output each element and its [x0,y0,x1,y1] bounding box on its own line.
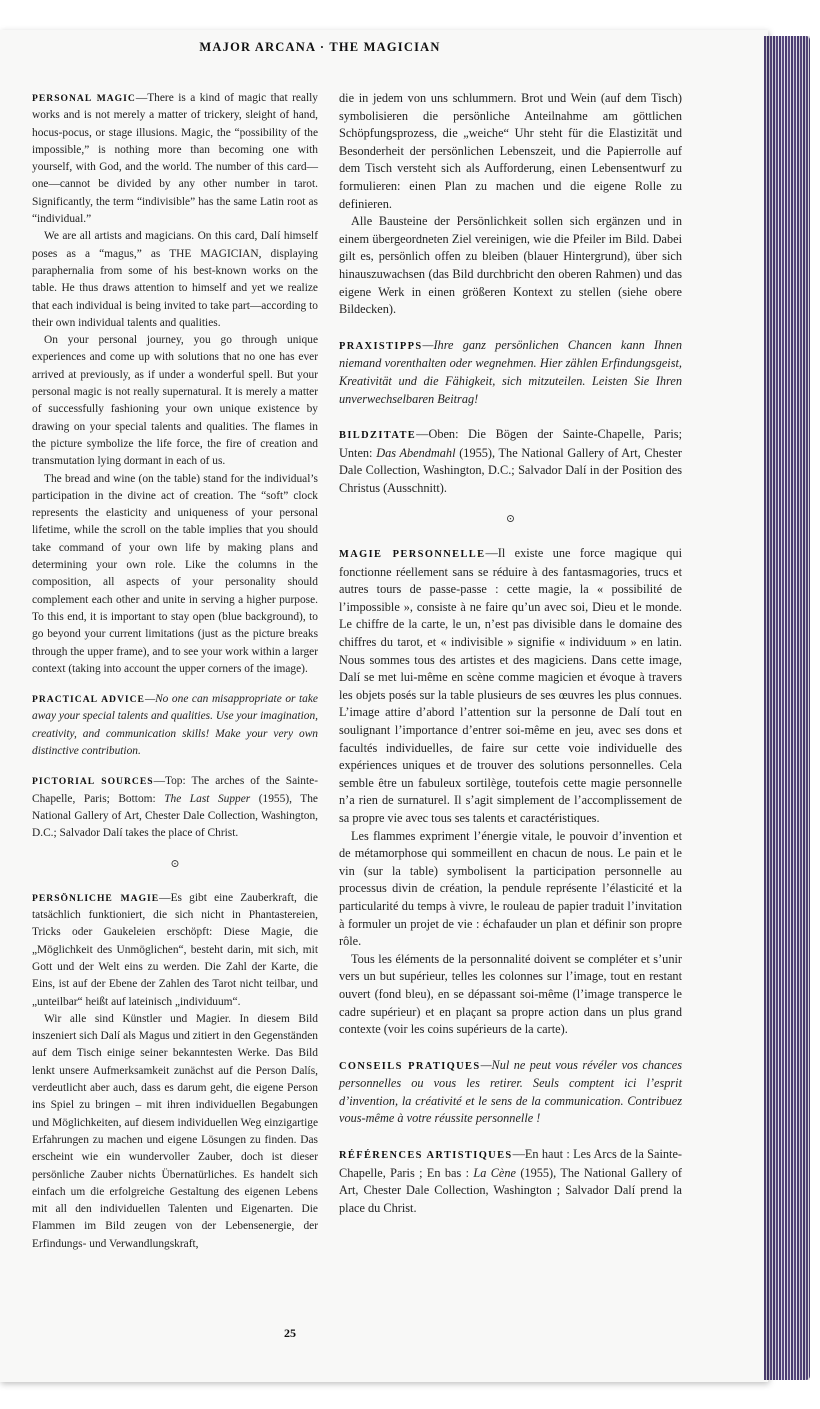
persoenliche-magie-p1 [32,890,318,1011]
paragraph-text: (1955), The National Gallery of Art, Chester Dale Collection, Washington, D.C.; Salvador Dalí takes the place of Christ. [32,792,318,840]
magie-personnelle-p1 [339,545,682,828]
paragraph-text: —There is a kind of magic that really works and is not merely a matter of trickery, sleight of hand, hocus-pocus, or stage illusions. Magic, the “possibility of the impossible,” is nothing more than becoming one with yourself, with God, and the world. The number of this card—one—cannot be divided by any other number in tarot. Significantly, the term “indivisible” has the same Latin root as “individual.” [32,92,319,226]
paragraph-text: —Oben: Die Bögen der Sainte-Chapelle, Paris; Unten: [339,427,682,460]
paragraph-text: —No one can misappropriate or take away your special talents and qualities. Use your imagination, creativity, and communication skills! Make your very own distinctive contribution. [32,693,319,757]
personal-magic-p4: The bread and wine (on the table) stand for the individual’s participation in the divine act of creation. The “soft” clock represents the elasticity and uniqueness of your personal lifetime, while the scroll on the table implies that you should take command of your own life by making plans and determining your own role. Like the columns in the composition, all aspects of your personality should complement each other and unite in serving a higher purpose. To this end, it is important to stay open (blue background), to go beyond your current limitations (just as the picture breaks through the upper frame), and to see your work within a larger context (taking into account the upper corners of the image). [32,472,318,675]
paragraph-text: —Top: The arches of the Sainte-Chapelle, Paris; Bottom: [32,775,319,805]
practical-advice [32,691,318,760]
practical-advice-section [32,691,318,760]
persoenliche-magie-p2: Wir alle sind Künstler und Magier. In diesem Bild inszeniert sich Dalí als Magus und zitiert in den Gegenständen auf dem Tisch einige seiner bekanntesten Werke. Das Bild lenkt unsere Aufmerksamkeit zunächst auf die Person Dalís, verdeutlicht aber auch, dass es darum geht, die eigene Person ins Spiel zu bringen – mit ihren individuellen Begabungen und Möglichkeiten, auf diesem individuellen Weg einzigartige Erfahrungen zu machen und eigene Lösungen zu finden. Das erscheint wie ein wundervoller Zauber, doch ist dieser persönliche Zauber nichts Übernatürliches. Es handelt sich einfach um die erfolgreiche Gestaltung des eigenen Lebens mit all den individuellen Talenten und Eigenarten. Die Flammen im Bild zeugen von der Lebensenergie, der Erfindungs- und Verwandlungskraft, [32,1012,318,1250]
section-lead: PRACTICAL ADVICE [32,694,145,706]
personal-magic-section [32,90,318,678]
pictorial-sources [32,773,318,842]
section-separator: ⊙ [505,513,516,526]
paragraph-text: (1955), The National Gallery of Art, Chester Dale Collection, Washington ; Salvador Dalí prend la place du Christ. [339,1165,682,1215]
magie-personnelle-p2: Les flammes expriment l’énergie vitale, le pouvoir d’invention et de métamorphose qui sommeillent en chacun de nous. Le pain et le vin (sur la table) symbolisent la participation personnelle au processus divin de création, la pendule représente l’élasticité et la particularité du temps à vivre, le rouleau de papier traduit l’invitation à formuler un projet de vie : échafauder un plan et définir son propre rôle. [339,828,682,949]
personal-magic-p3: On your personal journey, you go through unique experiences and come up with solutions that no one has ever arrived at previously, as if under a wonderful spell. But your personal magic is not really supernatural. It is merely a matter of successfully fashioning your own unique existence by drawing on your special talents and qualities. The flames in the picture symbolize the life force, the fire of creation and transmutation lying dormant in each of us. [32,334,318,468]
page-number: 25 [284,1326,296,1340]
paragraph-text: (1955), The National Gallery of Art, Chester Dale Collection, Washington, D.C.; Salvador Dalí in der Position des Christus (Ausschnitt). [339,445,682,495]
section-lead: PERSONAL MAGIC [32,93,136,104]
magie-personnelle-p3: Tous les éléments de la personnalité doivent se compléter et s’unir vers un but supérieur, telles les colonnes sur l’image, tout en restant ouvert (fond bleu), en se dépassant soi-même (l’image transperce le cadre supérieur) et en plaçant sa propre action dans un plus grand contexte (voir les coins supérieurs de la carte). [339,951,682,1037]
praxistipps-section [339,337,682,408]
references-artistiques-section [339,1146,682,1217]
personal-magic-p1 [32,90,318,228]
persoenliche-magie-section [32,890,318,1253]
artwork-title: Das Abendmahl [376,445,456,460]
section-lead: RÉFÉRENCES ARTISTIQUES [339,1150,513,1162]
praxistipps [339,337,682,408]
german-continuation [339,90,682,319]
magie-personnelle-section [339,545,682,1039]
section-lead: MAGIE PERSONNELLE [339,549,486,561]
artwork-title: La Cène [473,1165,516,1180]
references-artistiques [339,1146,682,1217]
paragraph-text: —Nul ne peut vous révéler vos chances personnelles ou vous les retirer. Seuls comptent ici l’esprit d’invention, la créativité et le sens de la communication. Contribuez vous-même à votre réussite personnelle ! [339,1057,682,1126]
page-edges [764,36,810,1380]
paragraph-text: —Es gibt eine Zauberkraft, die tatsächlich funktioniert, die sich nicht in Phantastereien, Tricks oder Gaukeleien erschöpft: Diese Magie, die „Möglichkeit des Unmöglichen“, besteht darin, mit sich, mit Gott und der Welt eins zu werden. Die Zahl der Karte, die Eins, ist auf der Ebene der Zahlen des Tarot nicht teilbar, und „unteilbar“ heißt auf lateinisch „individuum“. [32,891,318,1008]
paragraph-text: —Il existe une force magique qui fonctionne réellement sans se réduire à des fantasmagories, trucs et autres tours de passe-passe : cette magie, la « possibilité de l’impossible », consiste à ne faire qu’un avec soi, Dieu et le monde. Le chiffre de la carte, le un, n’est pas divisible dans le domaine des chiffres du tarot, et « indivisible » signifie « individuum » en latin. Nous sommes tous des artistes et des magiciens. Dans cette image, Dalí se met lui-même en scène comme magicien et évoque à travers les objets posés sur la table plusieurs de ses œuvres les plus connues. L’image attire d’abord l’attention sur la personne de Dalí tout en soulignant l’importance d’entrer soi-même en jeu, avec ses dons et facultés individuelles, de faire sur cette voie individuelle des expériences uniques et de trouver des solutions personnelles. Cela semble être un fabuleux sortilège, toutefois cette magie personnelle n’a rien de surnaturel. Il s’agit simplement de l’accomplissement de sa propre vie avec tous ses talents et caractéristiques. [339,546,682,825]
artwork-title: The Last Supper [164,792,251,805]
section-separator: ⊙ [170,858,180,871]
pictorial-sources-section [32,773,318,842]
section-lead: BILDZITATE [339,430,417,442]
section-lead: PRAXISTIPPS [339,340,423,352]
conseils-pratiques [339,1057,682,1128]
personal-magic-p2: We are all artists and magicians. On this card, Dalí himself poses as a “magus,” as THE MAGICIAN, displaying paraphernalia from some of his best-known works on the table. He thus draws attention to himself and yet we realize that each individual is being invited to take part—according to their own individual talents and qualities. [32,230,318,329]
section-lead: PICTORIAL SOURCES [32,776,154,788]
left-column [32,90,318,1266]
german-cont-p1: die in jedem von uns schlummern. Brot und Wein (auf dem Tisch) symbolisieren die persönliche Anteilnahme am göttlichen Schöpfungsprozess, die „weiche“ Uhr steht für die Elastizität und Besonderheit der persönlichen Lebenszeit, und die Papierrolle auf dem Tisch versteht sich als Aufforderung, einen Lebensentwurf zu formulieren: einen Plan zu machen und die eigene Rolle zu definieren. [339,91,682,211]
paragraph-text: —Ihre ganz persönlichen Chancen kann Ihnen niemand vorenthalten oder wegnehmen. Hier zählen Erfindungsgeist, Kreativität und die Fähigkeit, sich mitzuteilen. Leisten Sie Ihren unverwechselbaren Beitrag! [339,337,682,406]
bildzitate [339,426,682,497]
bildzitate-section [339,426,682,497]
section-lead: PERSÖNLICHE MAGIE [32,892,160,904]
german-cont-p2: Alle Bausteine der Persönlichkeit sollen sich ergänzen und in einem übergeordneten Ziel vereinigen, wie die Pfeiler im Bild. Dabei gilt es, persönlich offen zu bleiben (blauer Hintergrund), über sich hinauszuwachsen (das Bild durchbricht den oberen Rahmen) und das eigene Werk in einen größeren Kontext zu stellen (siehe obere Bildecken). [339,214,682,317]
paragraph-text: —En haut : Les Arcs de la Sainte-Chapelle, Paris ; En bas : [339,1147,683,1180]
section-lead: CONSEILS PRATIQUES [339,1060,481,1072]
conseils-pratiques-section [339,1057,682,1128]
running-head: MAJOR ARCANA · THE MAGICIAN [199,40,441,54]
right-column [339,90,682,1230]
